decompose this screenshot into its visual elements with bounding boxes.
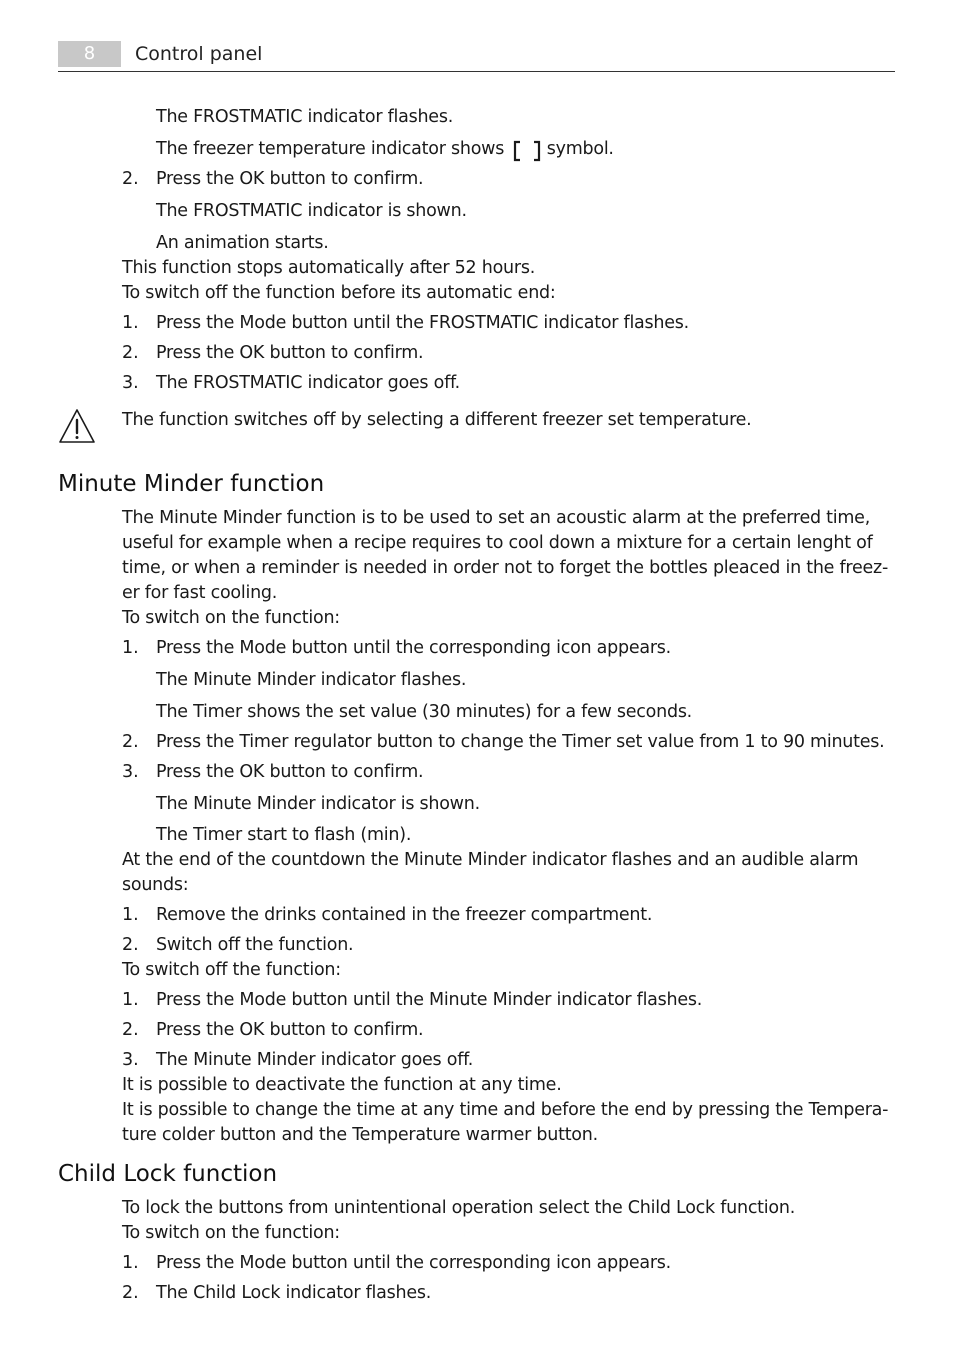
minute-minder-off-step-number: 2.: [122, 1020, 139, 1040]
minute-minder-heading: Minute Minder function: [58, 471, 325, 497]
frostmatic-off-step: The FROSTMATIC indicator goes off.: [156, 373, 460, 393]
warning-icon: [58, 408, 96, 444]
minute-minder-intro-line: time, or when a reminder is needed in order not to forget the bottles pleaced in the freez-: [122, 558, 889, 578]
minute-minder-step-3-number: 3.: [122, 762, 139, 782]
child-lock-step-number: 1.: [122, 1253, 139, 1273]
minute-minder-intro-line: er for fast cooling.: [122, 583, 278, 603]
minute-minder-step-1-number: 1.: [122, 638, 139, 658]
frostmatic-off-step: Press the Mode button until the FROSTMATIC indicator flashes.: [156, 313, 689, 333]
minute-minder-step-3-result: The Timer start to flash (min).: [156, 825, 412, 845]
frostmatic-animation-text: An animation starts.: [156, 233, 329, 253]
minute-minder-deactivate: It is possible to deactivate the function at any time.: [122, 1075, 562, 1095]
warning-text: The function switches off by selecting a different freezer set temperature.: [122, 410, 752, 430]
frostmatic-shows-post: symbol.: [546, 139, 614, 159]
frostmatic-switch-off-intro: To switch off the function before its automatic end:: [122, 283, 556, 303]
page-header: [58, 41, 895, 72]
frostmatic-shown-text: The FROSTMATIC indicator is shown.: [156, 201, 467, 221]
minute-minder-switch-off: To switch off the function:: [122, 960, 341, 980]
minute-minder-step-2-number: 2.: [122, 732, 139, 752]
frostmatic-off-step-number: 2.: [122, 343, 139, 363]
minute-minder-off-step: The Minute Minder indicator goes off.: [156, 1050, 474, 1070]
child-lock-switch-on: To switch on the function:: [122, 1223, 340, 1243]
frostmatic-flash-text: The FROSTMATIC indicator flashes.: [156, 107, 454, 127]
minute-minder-end-step-number: 2.: [122, 935, 139, 955]
minute-minder-end-step: Remove the drinks contained in the freezer compartment.: [156, 905, 653, 925]
minute-minder-step-2: Press the Timer regulator button to change the Timer set value from 1 to 90 minutes.: [156, 732, 885, 752]
child-lock-heading: Child Lock function: [58, 1161, 278, 1187]
minute-minder-change-line: ture colder button and the Temperature warmer button.: [122, 1125, 598, 1145]
frostmatic-shows-line: [156, 138, 614, 160]
frostmatic-shows-pre: The freezer temperature indicator shows: [156, 139, 505, 159]
minute-minder-change-line: It is possible to change the time at any time and before the end by pressing the Tempera-: [122, 1100, 889, 1120]
frostmatic-step-2-number: 2.: [122, 169, 139, 189]
minute-minder-end-line: sounds:: [122, 875, 189, 895]
child-lock-intro: To lock the buttons from unintentional operation select the Child Lock function.: [122, 1198, 796, 1218]
frostmatic-bracket-icon: [512, 140, 538, 157]
minute-minder-end-step-number: 1.: [122, 905, 139, 925]
minute-minder-off-step-number: 3.: [122, 1050, 139, 1070]
minute-minder-end-line: At the end of the countdown the Minute Minder indicator flashes and an audible alarm: [122, 850, 859, 870]
minute-minder-off-step: Press the Mode button until the Minute Minder indicator flashes.: [156, 990, 703, 1010]
minute-minder-end-step: Switch off the function.: [156, 935, 354, 955]
page-number: 8: [58, 41, 121, 67]
minute-minder-switch-on: To switch on the function:: [122, 608, 340, 628]
minute-minder-off-step: Press the OK button to confirm.: [156, 1020, 424, 1040]
minute-minder-step-3-result: The Minute Minder indicator is shown.: [156, 794, 480, 814]
minute-minder-intro-line: The Minute Minder function is to be used to set an acoustic alarm at the preferred time,: [122, 508, 871, 528]
minute-minder-step-3: Press the OK button to confirm.: [156, 762, 424, 782]
minute-minder-off-step-number: 1.: [122, 990, 139, 1010]
frostmatic-off-step: Press the OK button to confirm.: [156, 343, 424, 363]
minute-minder-step-1: Press the Mode button until the corresponding icon appears.: [156, 638, 671, 658]
minute-minder-step-1-result: The Minute Minder indicator flashes.: [156, 670, 467, 690]
minute-minder-intro-line: useful for example when a recipe requires to cool down a mixture for a certain lenght of: [122, 533, 873, 553]
frostmatic-stops-text: This function stops automatically after 52 hours.: [122, 258, 536, 278]
child-lock-step: The Child Lock indicator flashes.: [156, 1283, 432, 1303]
frostmatic-off-step-number: 3.: [122, 373, 139, 393]
child-lock-step: Press the Mode button until the corresponding icon appears.: [156, 1253, 671, 1273]
minute-minder-step-1-result: The Timer shows the set value (30 minutes) for a few seconds.: [156, 702, 692, 722]
child-lock-step-number: 2.: [122, 1283, 139, 1303]
header-section-title: Control panel: [135, 43, 263, 65]
frostmatic-off-step-number: 1.: [122, 313, 139, 333]
frostmatic-step-2: Press the OK button to confirm.: [156, 169, 424, 189]
